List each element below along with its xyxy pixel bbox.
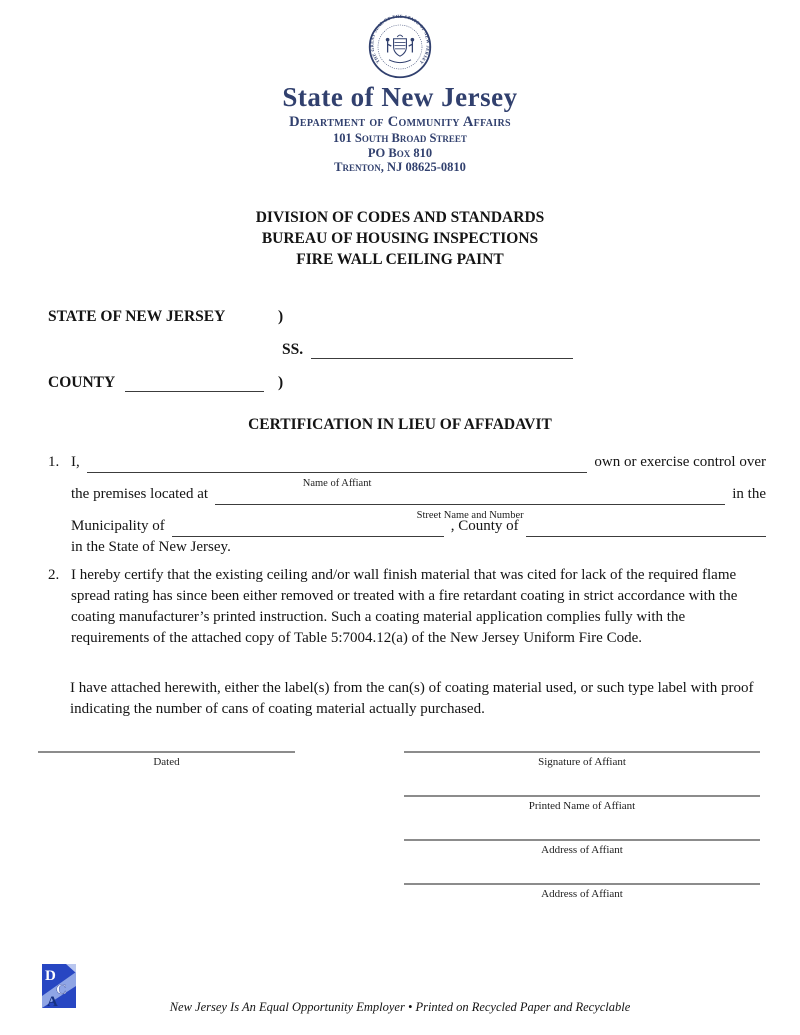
- item-2-number: 2.: [48, 566, 60, 583]
- letterhead: [0, 0, 800, 175]
- i-prefix: I,: [71, 453, 80, 470]
- address-street: 101 South Broad Street: [333, 131, 467, 145]
- municipality-row: [71, 516, 766, 537]
- printed-name-label: Printed Name of Affiant: [528, 799, 636, 812]
- svg-text:THE GREAT SEAL OF THE STATE OF: [369, 14, 430, 66]
- item-1-number: 1.: [48, 453, 60, 470]
- municipality-blank-line: [172, 519, 444, 537]
- venue-block: [48, 309, 800, 392]
- after-name-text: own or exercise control over: [594, 453, 766, 470]
- signature-section: [38, 751, 760, 927]
- item-2-text: I hereby certify that the existing ceiling and/or wall finish material that was cited for lack of the required flame spread rating has since been either removed or treated with a fire retardant coating in strict accordance with the coating manufacturer’s printed instruction. Such a coating material application complies fully with the requirements of the attached copy of Table 5:7004.12(a) of the New Jersey Uniform Fire Code.: [71, 566, 738, 646]
- address-label-2: Address of Affiant: [541, 887, 623, 900]
- form-title-block: [0, 207, 800, 270]
- department-name: Department of Community Affairs: [289, 114, 511, 130]
- logo-letter-d: D: [45, 968, 56, 984]
- premises-suffix: in the: [732, 485, 766, 502]
- printed-name-row: [404, 795, 760, 839]
- signature-row: [404, 751, 760, 795]
- dated-label: Dated: [153, 755, 180, 768]
- certification-heading: CERTIFICATION IN LIEU OF AFFADAVIT: [248, 415, 552, 433]
- footer-text: New Jersey Is An Equal Opportunity Employer • Printed on Recycled Paper and Recyclable: [169, 1000, 631, 1014]
- logo-letter-c: C: [56, 982, 67, 998]
- county-blank-line: [125, 376, 264, 392]
- address-row-2: [404, 883, 760, 927]
- address-city: Trenton, NJ 08625-0810: [334, 160, 466, 174]
- item-2: [48, 565, 766, 649]
- venue-ss-row: [48, 342, 800, 359]
- item-1: [48, 452, 766, 558]
- affiant-name-row: [71, 452, 766, 489]
- seal-arc-text: THE GREAT SEAL OF THE STATE OF NEW JERSEY: [369, 14, 431, 66]
- logo-letter-a: A: [47, 994, 58, 1008]
- affiant-name-blank-line: [87, 455, 588, 489]
- nj-state-seal-icon: [0, 14, 800, 80]
- address-label-1: Address of Affiant: [541, 843, 623, 856]
- county-name-blank-line: [526, 519, 766, 537]
- dated-signature-line: [38, 751, 295, 753]
- venue-paren-bottom: ): [278, 373, 284, 391]
- division-title: DIVISION OF CODES AND STANDARDS: [255, 208, 545, 226]
- printed-name-line: [404, 795, 760, 797]
- form-name: FIRE WALL CEILING PAINT: [296, 250, 504, 268]
- county-mid-text: , County of: [450, 517, 519, 534]
- address-pobox: PO Box 810: [367, 145, 433, 160]
- address-line-1: [404, 839, 760, 841]
- signature-label: Signature of Affiant: [538, 755, 626, 768]
- ss-blank-line: [311, 343, 573, 359]
- venue-county-row: [48, 375, 800, 392]
- venue-state-row: [48, 309, 800, 326]
- county-label: COUNTY: [48, 373, 116, 391]
- item-1-closing: in the State of New Jersey.: [71, 538, 231, 555]
- street-sublabel: Street Name and Number: [416, 509, 524, 521]
- affiant-signature-line: [404, 751, 760, 753]
- street-blank-line: [215, 487, 725, 521]
- attachment-paragraph: I have attached herewith, either the label(s) from the can(s) of coating material used, or such type label with proof indicating the number of cans of coating material actually purchased.: [70, 679, 754, 717]
- venue-paren-top: ): [278, 307, 284, 325]
- venue-state-label: STATE OF NEW JERSEY: [48, 307, 226, 325]
- dated-row: [38, 751, 295, 795]
- premises-prefix: the premises located at: [71, 485, 209, 502]
- address-row-1: [404, 839, 760, 883]
- state-name: State of New Jersey: [282, 82, 518, 112]
- municipality-prefix: Municipality of: [71, 517, 165, 534]
- bureau-title: BUREAU OF HOUSING INSPECTIONS: [261, 229, 539, 247]
- ss-label: SS.: [282, 340, 304, 358]
- affiant-name-sublabel: Name of Affiant: [302, 477, 372, 489]
- address-line-2: [404, 883, 760, 885]
